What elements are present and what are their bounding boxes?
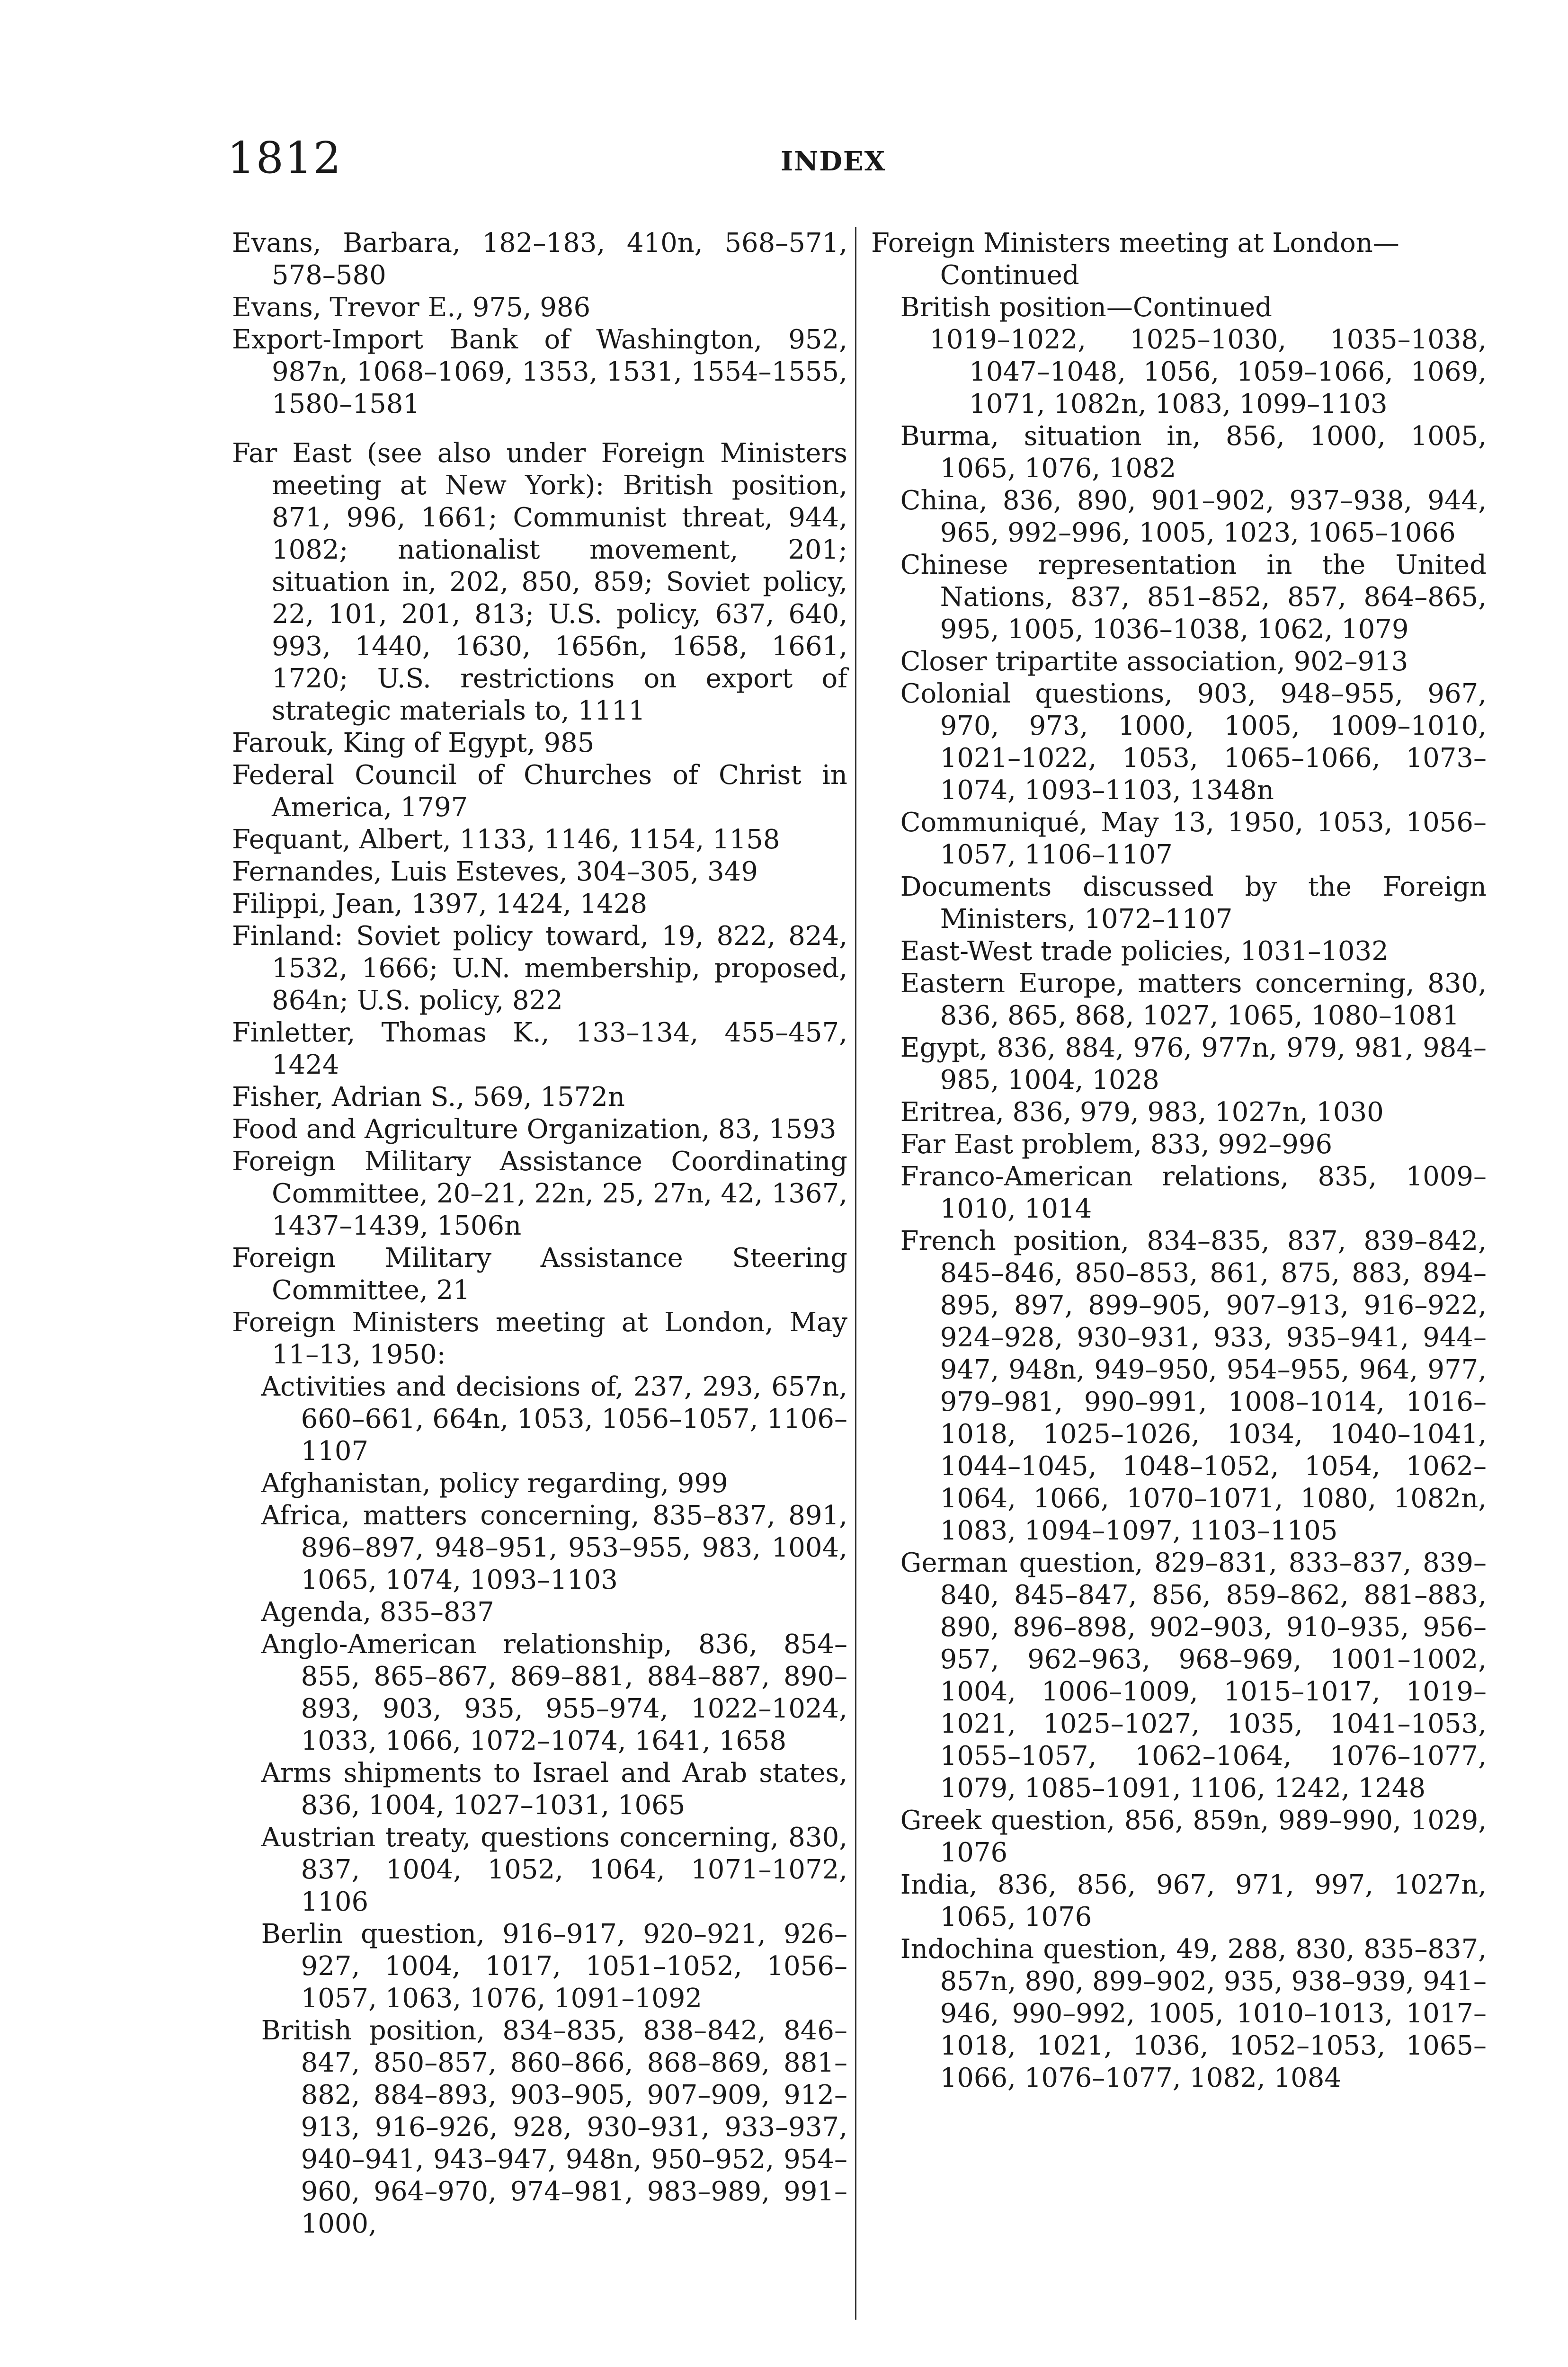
index-entry: Burma, situation in, 856, 1000, 1005, 1065, 1076, 1082: [900, 421, 1487, 484]
index-entry: Foreign Ministers meeting at London, May 11–13, 1950:: [232, 1307, 847, 1370]
index-entry: Anglo-American relationship, 836, 854–855, 865–867, 869–881, 884–887, 890–893, 903, 935, 955–974, 1022–1024, 1033, 1066, 1072–1074, 1641, 1658: [261, 1629, 847, 1756]
index-entry: British position, 834–835, 838–842, 846–847, 850–857, 860–866, 868–869, 881–882, 884–893, 903–905, 907–909, 912–913, 916–926, 928, 930–931, 933–937, 940–941, 943–947, 948n, 950–952, 954–960, 964–970, 974–981, 983–989, 991–1000,: [261, 2015, 847, 2239]
index-entry: Documents discussed by the Foreign Ministers, 1072–1107: [900, 872, 1487, 934]
index-entry: Indochina question, 49, 288, 830, 835–837, 857n, 890, 899–902, 935, 938–939, 941–946, 990–992, 1005, 1010–1013, 1017–1018, 1021, 1036, 1052–1053, 1065–1066, 1076–1077, 1082, 1084: [900, 1934, 1487, 2093]
index-entry: Colonial questions, 903, 948–955, 967, 970, 973, 1000, 1005, 1009–1010, 1021–1022, 1053, 1065–1066, 1073–1074, 1093–1103, 1348n: [900, 678, 1487, 806]
index-entry: Communiqué, May 13, 1950, 1053, 1056–1057, 1106–1107: [900, 807, 1487, 870]
index-entry: Finland: Soviet policy toward, 19, 822, 824, 1532, 1666; U.N. membership, proposed, 864n; U.S. policy, 822: [232, 921, 847, 1016]
index-entry: German question, 829–831, 833–837, 839–840, 845–847, 856, 859–862, 881–883, 890, 896–898, 902–903, 910–935, 956–957, 962–963, 968–969, 1001–1002, 1004, 1006–1009, 1015–1017, 1019–1021, 1025–1027, 1035, 1041–1053, 1055–1057, 1062–1064, 1076–1077, 1079, 1085–1091, 1106, 1242, 1248: [900, 1548, 1487, 1804]
index-entry: China, 836, 890, 901–902, 937–938, 944, 965, 992–996, 1005, 1023, 1065–1066: [900, 485, 1487, 548]
index-entry: Africa, matters concerning, 835–837, 891, 896–897, 948–951, 953–955, 983, 1004, 1065, 1074, 1093–1103: [261, 1500, 847, 1595]
index-entry: Franco-American relations, 835, 1009–1010, 1014: [900, 1161, 1487, 1224]
index-entry: British position—Continued: [900, 292, 1273, 323]
index-entry: Afghanistan, policy regarding, 999: [261, 1468, 728, 1499]
index-entry: Evans, Trevor E., 975, 986: [232, 292, 591, 323]
index-entry: Export-Import Bank of Washington, 952, 987n, 1068–1069, 1353, 1531, 1554–1555, 1580–1581: [232, 324, 847, 419]
index-entry: Food and Agriculture Organization, 83, 1593: [232, 1114, 837, 1145]
index-entry: Far East (see also under Foreign Ministers meeting at New York): British position, 871, 996, 1661; Communist threat, 944, 1082; nationalist movement, 201; situation in, 202, 850, 859; Soviet policy, 22, 101, 201, 813; U.S. policy, 637, 640, 993, 1440, 1630, 1656n, 1658, 1661, 1720; U.S. restrictions on export of strategic materials to, 1111: [232, 438, 847, 726]
index-entry: Finletter, Thomas K., 133–134, 455–457, 1424: [232, 1017, 847, 1080]
index-entry: Foreign Military Assistance Coordinating Committee, 20–21, 22n, 25, 27n, 42, 1367, 1437–1439, 1506n: [232, 1146, 847, 1241]
index-entry: Austrian treaty, questions concerning, 830, 837, 1004, 1052, 1064, 1071–1072, 1106: [261, 1822, 847, 1917]
left-column: [232, 227, 847, 2240]
index-entry: Egypt, 836, 884, 976, 977n, 979, 981, 984–985, 1004, 1028: [900, 1032, 1487, 1095]
index-entry: Fequant, Albert, 1133, 1146, 1154, 1158: [232, 824, 780, 855]
index-entry: Greek question, 856, 859n, 989–990, 1029, 1076: [900, 1805, 1487, 1868]
index-entry: Filippi, Jean, 1397, 1424, 1428: [232, 889, 648, 919]
index-entry: Closer tripartite association, 902–913: [900, 646, 1408, 677]
column-divider: [855, 227, 856, 2320]
index-entry: 1019–1022, 1025–1030, 1035–1038, 1047–1048, 1056, 1059–1066, 1069, 1071, 1082n, 1083, 1099–1103: [929, 324, 1487, 419]
right-column: [871, 227, 1487, 2094]
index-entry: Fernandes, Luis Esteves, 304–305, 349: [232, 856, 758, 887]
running-head: INDEX: [780, 146, 886, 177]
index-entry: Berlin question, 916–917, 920–921, 926–927, 1004, 1017, 1051–1052, 1056–1057, 1063, 1076, 1091–1092: [261, 1919, 847, 2014]
index-entry: Chinese representation in the United Nations, 837, 851–852, 857, 864–865, 995, 1005, 1036–1038, 1062, 1079: [900, 550, 1487, 645]
index-entry: Agenda, 835–837: [261, 1597, 494, 1628]
index-entry: Farouk, King of Egypt, 985: [232, 728, 595, 758]
index-entry: Eritrea, 836, 979, 983, 1027n, 1030: [900, 1097, 1384, 1128]
index-entry: Evans, Barbara, 182–183, 410n, 568–571, 578–580: [232, 228, 847, 291]
index-entry: Arms shipments to Israel and Arab states, 836, 1004, 1027–1031, 1065: [261, 1758, 847, 1821]
index-entry: Far East problem, 833, 992–996: [900, 1129, 1333, 1160]
index-entry: Fisher, Adrian S., 569, 1572n: [232, 1082, 625, 1112]
page-number: 1812: [227, 133, 342, 183]
index-entry: French position, 834–835, 837, 839–842, 845–846, 850–853, 861, 875, 883, 894–895, 897, 899–905, 907–913, 916–922, 924–928, 930–931, 933, 935–941, 944–947, 948n, 949–950, 954–955, 964, 977, 979–981, 990–991, 1008–1014, 1016–1018, 1025–1026, 1034, 1040–1041, 1044–1045, 1048–1052, 1054, 1062–1064, 1066, 1070–1071, 1080, 1082n, 1083, 1094–1097, 1103–1105: [900, 1226, 1487, 1546]
index-entry: Federal Council of Churches of Christ in America, 1797: [232, 760, 847, 823]
index-entry: East-West trade policies, 1031–1032: [900, 936, 1389, 967]
index-entry: Eastern Europe, matters concerning, 830, 836, 865, 868, 1027, 1065, 1080–1081: [900, 968, 1487, 1031]
index-entry: Activities and decisions of, 237, 293, 657n, 660–661, 664n, 1053, 1056–1057, 1106–1107: [261, 1371, 847, 1467]
index-entry: Foreign Military Assistance Steering Committee, 21: [232, 1243, 847, 1306]
index-entry: India, 836, 856, 967, 971, 997, 1027n, 1065, 1076: [900, 1869, 1487, 1932]
continued-heading: Foreign Ministers meeting at London— Continued: [871, 228, 1399, 291]
